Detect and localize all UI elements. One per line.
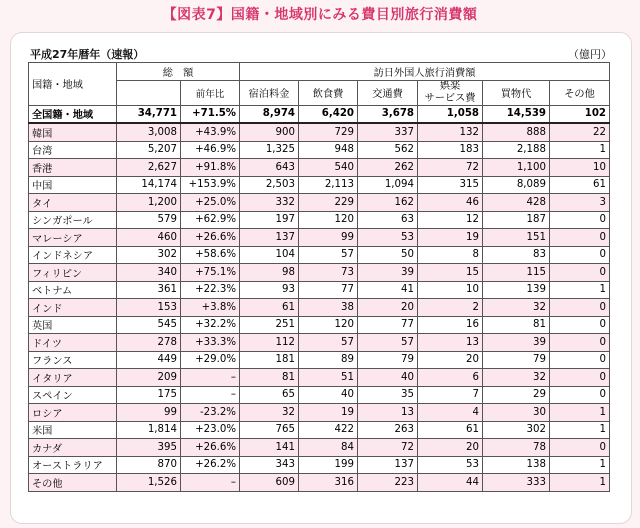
cell-total: 302 — [117, 246, 181, 264]
cell-region-name: 英国 — [29, 316, 117, 334]
cell-region-name: フィリピン — [29, 264, 117, 282]
cell-transport: 137 — [358, 456, 418, 474]
table-row — [29, 176, 610, 194]
table-row — [29, 351, 610, 369]
cell-entertainment: 13 — [418, 334, 483, 352]
cell-entertainment: 8 — [418, 246, 483, 264]
cell-region-name: カナダ — [29, 439, 117, 457]
cell-total: 1,526 — [117, 474, 181, 492]
cell-yoy: – — [181, 474, 240, 492]
cell-lodging: 65 — [240, 386, 299, 404]
cell-region-name: スペイン — [29, 386, 117, 404]
table-row — [29, 421, 610, 439]
cell-region-name: ドイツ — [29, 334, 117, 352]
cell-total: 14,174 — [117, 176, 181, 194]
cell-lodging: 141 — [240, 439, 299, 457]
cell-transport: 13 — [358, 404, 418, 422]
cell-yoy: +32.2% — [181, 316, 240, 334]
cell-shopping: 30 — [483, 404, 550, 422]
table-row — [29, 404, 610, 422]
cell-lodging: 61 — [240, 299, 299, 317]
cell-yoy: +75.1% — [181, 264, 240, 282]
cell-region-name: インドネシア — [29, 246, 117, 264]
header-region: 国籍・地域 — [29, 63, 117, 106]
cell-entertainment: 16 — [418, 316, 483, 334]
cell-lodging: 609 — [240, 474, 299, 492]
cell-entertainment: 4 — [418, 404, 483, 422]
cell-entertainment: 132 — [418, 123, 483, 141]
cell-food: 120 — [299, 316, 358, 334]
cell-food: 73 — [299, 264, 358, 282]
cell-entertainment: 183 — [418, 141, 483, 159]
cell-entertainment: 53 — [418, 456, 483, 474]
cell-yoy: +71.5% — [181, 105, 240, 123]
cell-transport: 162 — [358, 194, 418, 212]
cell-entertainment: 19 — [418, 229, 483, 247]
table-row — [29, 334, 610, 352]
cell-shopping: 14,539 — [483, 105, 550, 123]
cell-lodging: 112 — [240, 334, 299, 352]
cell-shopping: 2,188 — [483, 141, 550, 159]
cell-yoy: -23.2% — [181, 404, 240, 422]
header-yoy: 前年比 — [181, 80, 240, 105]
cell-food: 19 — [299, 404, 358, 422]
cell-shopping: 8,089 — [483, 176, 550, 194]
header-spending-group: 訪日外国人旅行消費額 — [240, 63, 610, 81]
table-row — [29, 159, 610, 177]
table-row — [29, 369, 610, 387]
cell-transport: 223 — [358, 474, 418, 492]
cell-total: 175 — [117, 386, 181, 404]
cell-transport: 63 — [358, 211, 418, 229]
table-row — [29, 299, 610, 317]
cell-entertainment: 6 — [418, 369, 483, 387]
cell-other: 0 — [550, 334, 610, 352]
cell-food: 2,113 — [299, 176, 358, 194]
cell-other: 3 — [550, 194, 610, 212]
cell-lodging: 32 — [240, 404, 299, 422]
table-row — [29, 316, 610, 334]
cell-total: 2,627 — [117, 159, 181, 177]
cell-yoy: +46.9% — [181, 141, 240, 159]
cell-total: 449 — [117, 351, 181, 369]
cell-yoy: – — [181, 386, 240, 404]
cell-shopping: 83 — [483, 246, 550, 264]
cell-lodging: 900 — [240, 123, 299, 141]
cell-transport: 39 — [358, 264, 418, 282]
cell-total: 209 — [117, 369, 181, 387]
cell-yoy: +58.6% — [181, 246, 240, 264]
cell-yoy: +43.9% — [181, 123, 240, 141]
cell-yoy: – — [181, 369, 240, 387]
cell-food: 99 — [299, 229, 358, 247]
cell-other: 102 — [550, 105, 610, 123]
cell-shopping: 302 — [483, 421, 550, 439]
cell-entertainment: 1,058 — [418, 105, 483, 123]
cell-yoy: +3.8% — [181, 299, 240, 317]
cell-shopping: 428 — [483, 194, 550, 212]
cell-entertainment: 44 — [418, 474, 483, 492]
cell-total: 5,207 — [117, 141, 181, 159]
cell-other: 0 — [550, 264, 610, 282]
cell-lodging: 1,325 — [240, 141, 299, 159]
header-entertainment-line1: 娯楽 — [439, 80, 461, 92]
table-row — [29, 281, 610, 299]
cell-other: 1 — [550, 141, 610, 159]
cell-other: 0 — [550, 316, 610, 334]
spending-table — [28, 62, 610, 492]
cell-transport: 3,678 — [358, 105, 418, 123]
cell-lodging: 93 — [240, 281, 299, 299]
cell-region-name: オーストラリア — [29, 456, 117, 474]
cell-other: 0 — [550, 351, 610, 369]
cell-entertainment: 20 — [418, 351, 483, 369]
cell-lodging: 98 — [240, 264, 299, 282]
table-row — [29, 386, 610, 404]
cell-other: 1 — [550, 404, 610, 422]
cell-entertainment: 7 — [418, 386, 483, 404]
table-row — [29, 141, 610, 159]
cell-yoy: +33.3% — [181, 334, 240, 352]
cell-shopping: 187 — [483, 211, 550, 229]
cell-region-name: 台湾 — [29, 141, 117, 159]
cell-total: 545 — [117, 316, 181, 334]
cell-other: 0 — [550, 369, 610, 387]
cell-lodging: 81 — [240, 369, 299, 387]
cell-lodging: 181 — [240, 351, 299, 369]
cell-other: 0 — [550, 299, 610, 317]
cell-transport: 53 — [358, 229, 418, 247]
cell-transport: 562 — [358, 141, 418, 159]
cell-region-name: 韓国 — [29, 123, 117, 141]
cell-region-name: インド — [29, 299, 117, 317]
cell-yoy: +29.0% — [181, 351, 240, 369]
cell-total: 361 — [117, 281, 181, 299]
cell-region-name: 香港 — [29, 159, 117, 177]
cell-entertainment: 72 — [418, 159, 483, 177]
page-title: 【図表7】国籍・地域別にみる費目別旅行消費額 — [162, 7, 478, 23]
header-lodging: 宿泊料金 — [240, 80, 299, 105]
cell-lodging: 251 — [240, 316, 299, 334]
cell-region-name: ベトナム — [29, 281, 117, 299]
cell-food: 422 — [299, 421, 358, 439]
table-row — [29, 264, 610, 282]
cell-entertainment: 10 — [418, 281, 483, 299]
cell-yoy: +26.6% — [181, 229, 240, 247]
cell-other: 1 — [550, 281, 610, 299]
header-total: 総 額 — [117, 63, 240, 81]
cell-lodging: 104 — [240, 246, 299, 264]
cell-shopping: 333 — [483, 474, 550, 492]
cell-entertainment: 15 — [418, 264, 483, 282]
cell-shopping: 29 — [483, 386, 550, 404]
cell-other: 0 — [550, 246, 610, 264]
header-entertainment — [418, 80, 483, 105]
cell-shopping: 32 — [483, 369, 550, 387]
cell-total: 99 — [117, 404, 181, 422]
cell-food: 540 — [299, 159, 358, 177]
cell-total: 278 — [117, 334, 181, 352]
cell-lodging: 332 — [240, 194, 299, 212]
cell-shopping: 78 — [483, 439, 550, 457]
cell-lodging: 197 — [240, 211, 299, 229]
cell-transport: 262 — [358, 159, 418, 177]
cell-transport: 40 — [358, 369, 418, 387]
cell-other: 22 — [550, 123, 610, 141]
header-transport: 交通費 — [358, 80, 418, 105]
unit-label: （億円） — [568, 48, 612, 61]
cell-shopping: 32 — [483, 299, 550, 317]
table-row — [29, 229, 610, 247]
cell-region-name: ロシア — [29, 404, 117, 422]
table-row — [29, 474, 610, 492]
cell-entertainment: 61 — [418, 421, 483, 439]
header-entertainment-line2: サービス費 — [424, 92, 476, 104]
table-row — [29, 439, 610, 457]
cell-total: 460 — [117, 229, 181, 247]
cell-transport: 50 — [358, 246, 418, 264]
cell-food: 948 — [299, 141, 358, 159]
cell-food: 57 — [299, 334, 358, 352]
cell-other: 61 — [550, 176, 610, 194]
cell-shopping: 888 — [483, 123, 550, 141]
cell-region-name: 米国 — [29, 421, 117, 439]
table-row — [29, 246, 610, 264]
cell-total: 3,008 — [117, 123, 181, 141]
cell-lodging: 765 — [240, 421, 299, 439]
cell-region-name: シンガポール — [29, 211, 117, 229]
cell-food: 120 — [299, 211, 358, 229]
cell-food: 84 — [299, 439, 358, 457]
cell-entertainment: 315 — [418, 176, 483, 194]
cell-transport: 1,094 — [358, 176, 418, 194]
cell-entertainment: 20 — [418, 439, 483, 457]
cell-other: 0 — [550, 386, 610, 404]
cell-transport: 79 — [358, 351, 418, 369]
cell-food: 57 — [299, 246, 358, 264]
header-other: その他 — [550, 80, 610, 105]
cell-region-name: マレーシア — [29, 229, 117, 247]
cell-region-name: 中国 — [29, 176, 117, 194]
cell-food: 729 — [299, 123, 358, 141]
cell-yoy: +26.6% — [181, 439, 240, 457]
cell-region-name: フランス — [29, 351, 117, 369]
cell-shopping: 39 — [483, 334, 550, 352]
cell-yoy: +62.9% — [181, 211, 240, 229]
cell-other: 0 — [550, 229, 610, 247]
table-subtitle: 平成27年暦年（速報） — [30, 48, 145, 61]
cell-total: 340 — [117, 264, 181, 282]
cell-region-name: 全国籍・地域 — [29, 105, 117, 123]
cell-shopping: 139 — [483, 281, 550, 299]
cell-other: 0 — [550, 211, 610, 229]
cell-food: 77 — [299, 281, 358, 299]
cell-food: 40 — [299, 386, 358, 404]
cell-transport: 72 — [358, 439, 418, 457]
cell-shopping: 79 — [483, 351, 550, 369]
cell-lodging: 2,503 — [240, 176, 299, 194]
cell-transport: 57 — [358, 334, 418, 352]
cell-food: 316 — [299, 474, 358, 492]
table-row — [29, 456, 610, 474]
cell-region-name: タイ — [29, 194, 117, 212]
cell-total: 1,814 — [117, 421, 181, 439]
cell-food: 38 — [299, 299, 358, 317]
cell-food: 199 — [299, 456, 358, 474]
cell-entertainment: 2 — [418, 299, 483, 317]
cell-lodging: 343 — [240, 456, 299, 474]
header-shopping: 買物代 — [483, 80, 550, 105]
table-row — [29, 194, 610, 212]
table-row-total — [29, 105, 610, 123]
cell-other: 0 — [550, 439, 610, 457]
cell-shopping: 1,100 — [483, 159, 550, 177]
cell-transport: 77 — [358, 316, 418, 334]
cell-yoy: +22.3% — [181, 281, 240, 299]
cell-transport: 20 — [358, 299, 418, 317]
cell-yoy: +91.8% — [181, 159, 240, 177]
cell-region-name: イタリア — [29, 369, 117, 387]
cell-food: 6,420 — [299, 105, 358, 123]
cell-lodging: 137 — [240, 229, 299, 247]
cell-food: 51 — [299, 369, 358, 387]
cell-region-name: その他 — [29, 474, 117, 492]
cell-other: 10 — [550, 159, 610, 177]
cell-total: 153 — [117, 299, 181, 317]
cell-total: 579 — [117, 211, 181, 229]
cell-lodging: 643 — [240, 159, 299, 177]
table-row — [29, 211, 610, 229]
cell-shopping: 115 — [483, 264, 550, 282]
header-total-blank — [117, 80, 181, 105]
cell-total: 1,200 — [117, 194, 181, 212]
cell-shopping: 151 — [483, 229, 550, 247]
cell-yoy: +25.0% — [181, 194, 240, 212]
cell-other: 1 — [550, 474, 610, 492]
cell-food: 89 — [299, 351, 358, 369]
cell-transport: 35 — [358, 386, 418, 404]
cell-yoy: +153.9% — [181, 176, 240, 194]
cell-shopping: 81 — [483, 316, 550, 334]
cell-lodging: 8,974 — [240, 105, 299, 123]
cell-other: 1 — [550, 421, 610, 439]
cell-yoy: +23.0% — [181, 421, 240, 439]
cell-yoy: +26.2% — [181, 456, 240, 474]
cell-total: 395 — [117, 439, 181, 457]
cell-total: 870 — [117, 456, 181, 474]
header-food: 飲食費 — [299, 80, 358, 105]
cell-transport: 41 — [358, 281, 418, 299]
table-row — [29, 123, 610, 141]
cell-total: 34,771 — [117, 105, 181, 123]
cell-transport: 263 — [358, 421, 418, 439]
cell-entertainment: 12 — [418, 211, 483, 229]
cell-shopping: 138 — [483, 456, 550, 474]
cell-food: 229 — [299, 194, 358, 212]
cell-other: 1 — [550, 456, 610, 474]
cell-transport: 337 — [358, 123, 418, 141]
cell-entertainment: 46 — [418, 194, 483, 212]
